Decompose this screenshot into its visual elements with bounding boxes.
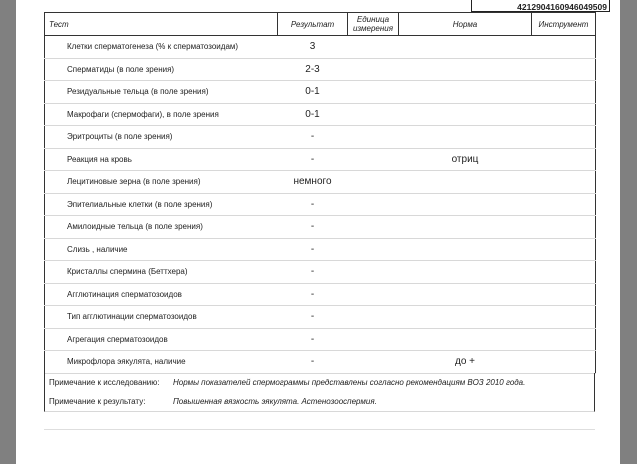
norm-cell (399, 103, 532, 126)
norm-cell: до + (399, 351, 532, 374)
table-row (45, 216, 596, 239)
column-header-instrument: Инструмент (532, 13, 596, 36)
result-cell: 3 (278, 36, 348, 59)
barcode-number: 4212904160946049509 (517, 2, 607, 12)
unit-cell (348, 306, 399, 329)
result-cell: - (278, 148, 348, 171)
result-cell: 2-3 (278, 58, 348, 81)
test-name-cell: Эпителиальные клетки (в поле зрения) (45, 193, 278, 216)
unit-cell (348, 238, 399, 261)
test-name-cell: Резидуальные тельца (в поле зрения) (45, 81, 278, 104)
table-row (45, 306, 596, 329)
instrument-cell (532, 148, 596, 171)
test-name-cell: Амилоидные тельца (в поле зрения) (45, 216, 278, 239)
unit-cell (348, 261, 399, 284)
norm-cell (399, 58, 532, 81)
result-cell: - (278, 351, 348, 374)
test-name-cell: Макрофаги (спермофаги), в поле зрения (45, 103, 278, 126)
norm-cell (399, 193, 532, 216)
unit-cell (348, 351, 399, 374)
norm-cell (399, 238, 532, 261)
instrument-cell (532, 261, 596, 284)
result-cell: - (278, 306, 348, 329)
instrument-cell (532, 58, 596, 81)
table-row (45, 126, 596, 149)
table-header-row (45, 13, 596, 36)
table-row (45, 351, 596, 374)
column-header-unit: Единица измерения (348, 13, 399, 36)
table-row (45, 171, 596, 194)
unit-cell (348, 58, 399, 81)
test-name-cell: Клетки сперматогенеза (% к сперматозоидам) (45, 36, 278, 59)
column-header-test: Тест (45, 13, 278, 36)
unit-cell (348, 103, 399, 126)
test-name-cell: Кристаллы спермина (Беттхера) (45, 261, 278, 284)
test-name-cell: Микрофлора эякулята, наличие (45, 351, 278, 374)
norm-cell (399, 36, 532, 59)
result-cell: - (278, 216, 348, 239)
test-name-cell: Реакция на кровь (45, 148, 278, 171)
test-name-cell: Агглютинация сперматозоидов (45, 283, 278, 306)
norm-cell (399, 216, 532, 239)
table-row (45, 283, 596, 306)
test-name-cell: Слизь , наличие (45, 238, 278, 261)
instrument-cell (532, 81, 596, 104)
unit-cell (348, 81, 399, 104)
table-row (45, 193, 596, 216)
column-header-result: Результат (278, 13, 348, 36)
norm-cell (399, 171, 532, 194)
unit-cell (348, 283, 399, 306)
instrument-cell (532, 238, 596, 261)
result-cell: 0-1 (278, 81, 348, 104)
footer-divider (44, 429, 595, 430)
result-cell: - (278, 238, 348, 261)
norm-cell (399, 283, 532, 306)
norm-cell (399, 81, 532, 104)
norm-cell (399, 306, 532, 329)
result-cell: - (278, 283, 348, 306)
test-name-cell: Лецитиновые зерна (в поле зрения) (45, 171, 278, 194)
norm-cell (399, 126, 532, 149)
notes-section (44, 373, 595, 412)
instrument-cell (532, 171, 596, 194)
result-note-label: Примечание к результату: (49, 397, 146, 406)
unit-cell (348, 126, 399, 149)
norm-cell: отриц (399, 148, 532, 171)
study-note-value: Нормы показателей спермограммы представлены согласно рекомендациям ВОЗ 2010 года. (173, 378, 526, 387)
table-row (45, 238, 596, 261)
instrument-cell (532, 36, 596, 59)
unit-cell (348, 193, 399, 216)
table-row (45, 103, 596, 126)
unit-cell (348, 148, 399, 171)
instrument-cell (532, 328, 596, 351)
unit-cell (348, 171, 399, 194)
barcode-box (471, 0, 610, 12)
instrument-cell (532, 216, 596, 239)
unit-cell (348, 216, 399, 239)
norm-cell (399, 261, 532, 284)
table-row (45, 58, 596, 81)
instrument-cell (532, 351, 596, 374)
test-name-cell: Агрегация сперматозоидов (45, 328, 278, 351)
norm-cell (399, 328, 532, 351)
table-row (45, 81, 596, 104)
instrument-cell (532, 283, 596, 306)
study-note-label: Примечание к исследованию: (49, 378, 160, 387)
table-row (45, 36, 596, 59)
test-name-cell: Сперматиды (в поле зрения) (45, 58, 278, 81)
result-cell: - (278, 126, 348, 149)
test-name-cell: Эритроциты (в поле зрения) (45, 126, 278, 149)
result-cell: немного (278, 171, 348, 194)
column-header-norm: Норма (399, 13, 532, 36)
table-row (45, 261, 596, 284)
result-cell: - (278, 328, 348, 351)
instrument-cell (532, 103, 596, 126)
result-cell: - (278, 193, 348, 216)
table-row (45, 328, 596, 351)
instrument-cell (532, 193, 596, 216)
result-note-value: Повышенная вязкость эякулята. Астенозооспермия. (173, 397, 377, 406)
result-cell: - (278, 261, 348, 284)
results-table (44, 12, 596, 374)
table-row (45, 148, 596, 171)
unit-cell (348, 36, 399, 59)
result-cell: 0-1 (278, 103, 348, 126)
instrument-cell (532, 126, 596, 149)
test-name-cell: Тип агглютинации сперматозоидов (45, 306, 278, 329)
instrument-cell (532, 306, 596, 329)
unit-cell (348, 328, 399, 351)
